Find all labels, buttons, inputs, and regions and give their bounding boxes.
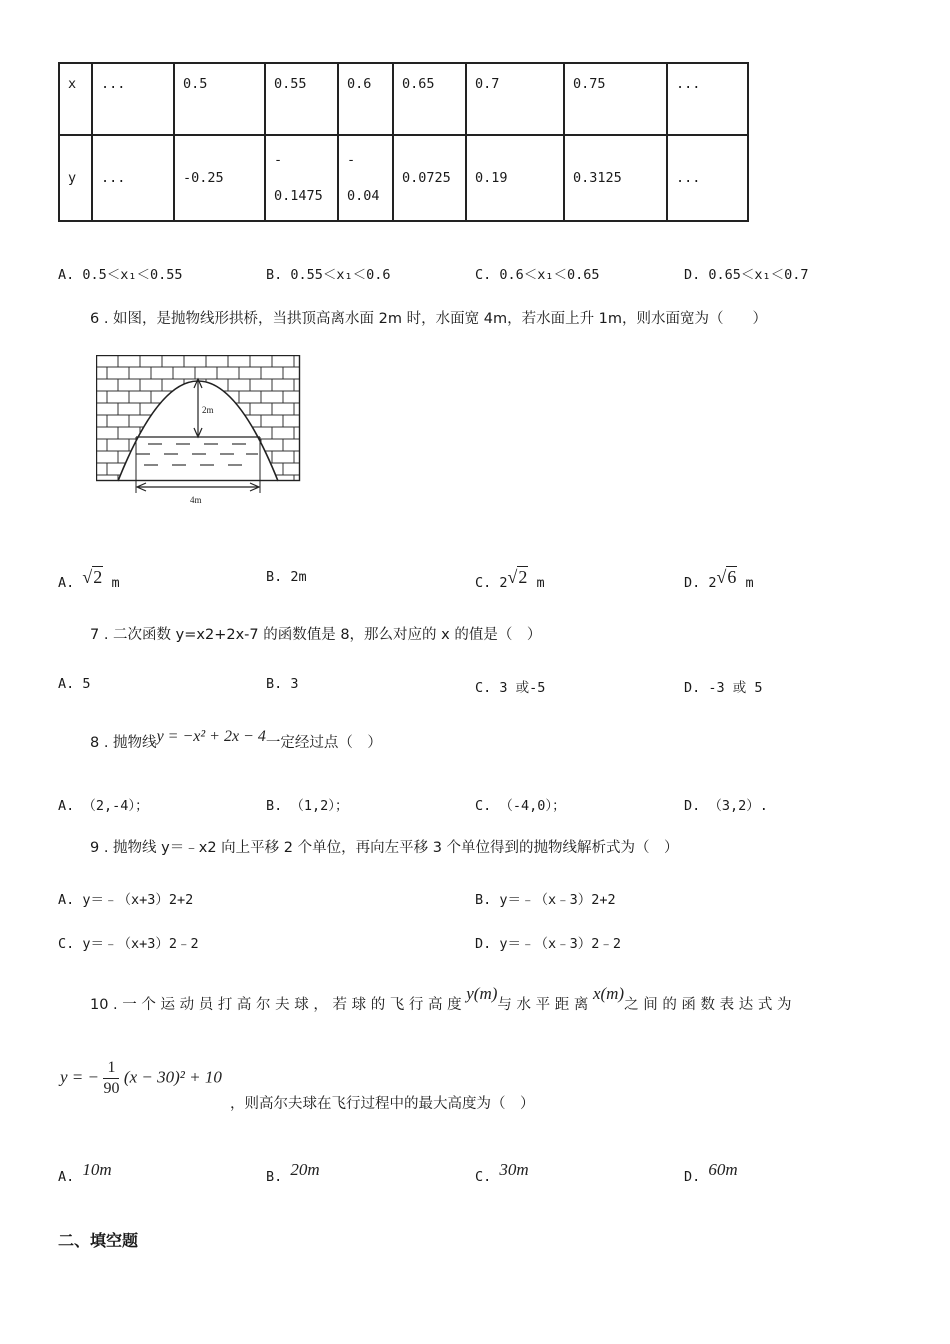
width-label: 4m (190, 495, 202, 505)
table-cell: ... (667, 63, 748, 135)
q7-option-b[interactable]: B. 3 (266, 676, 299, 692)
q7-stem: 7 . 二次函数 y=x2+2x-7 的函数值是 8，那么对应的 x 的值是（ ） (90, 627, 542, 643)
q6-option-b[interactable]: B. 2m (266, 569, 307, 585)
table-cell: 0.55 (265, 63, 338, 135)
denominator: 90 (103, 1080, 120, 1097)
sqrt-symbol: √2 (82, 567, 103, 587)
radicand: 2 (93, 567, 103, 587)
q8-option-d[interactable]: D. （3,2）. (684, 798, 768, 814)
unit: m (111, 575, 120, 591)
arch-bridge-figure (96, 355, 302, 507)
q10-option-d[interactable] (684, 1160, 738, 1185)
table-cell: 0.3125 (564, 135, 667, 221)
table-cell: ... (92, 135, 174, 221)
q10-stem-a: 10 . 一 个 运 动 员 打 高 尔 夫 球 ， 若 球 的 飞 行 高 度 (90, 997, 462, 1013)
cell-line: - (274, 152, 283, 168)
sqrt-symbol: √2 (507, 567, 528, 587)
option-letter: C. 2 (475, 575, 508, 591)
q9-option-b[interactable]: B. y＝﹣（x﹣3）2+2 (475, 892, 616, 908)
q10-stem-d: ，则高尔夫球在飞行过程中的最大高度为（ ） (230, 1096, 535, 1112)
table-cell (338, 135, 393, 221)
table-cell: 0.0725 (393, 135, 466, 221)
unit: m (536, 575, 545, 591)
q8-stem-pre: 8 . 抛物线 (90, 735, 157, 751)
option-value: 30m (499, 1160, 529, 1179)
option-value: 20m (290, 1160, 320, 1179)
option-value: 10m (82, 1160, 112, 1179)
table-cell: 0.6 (338, 63, 393, 135)
cell-line: 0.1475 (274, 188, 323, 204)
table-cell: 0.75 (564, 63, 667, 135)
q10-option-c[interactable] (475, 1160, 529, 1185)
q10-option-b[interactable] (266, 1160, 320, 1185)
q10-x-var: x(m) (592, 984, 625, 1003)
section-title: 二、填空题 (58, 1231, 139, 1250)
radicand: 6 (727, 567, 737, 587)
q9-stem: 9 . 抛物线 y＝﹣x2 向上平移 2 个单位，再向左平移 3 个单位得到的抛物线解析式为（ ） (90, 840, 679, 856)
cell-line: 0.04 (347, 188, 380, 204)
sqrt-symbol: √6 (716, 567, 737, 587)
option-letter: A. (58, 575, 75, 591)
q8-stem (90, 728, 382, 752)
table-cell: ... (92, 63, 174, 135)
q10-formula (60, 1058, 222, 1099)
table-cell: y (59, 135, 92, 221)
q8-formula: y = −x² + 2x − 4 (156, 728, 266, 745)
q9-option-a[interactable]: A. y＝﹣（x+3）2+2 (58, 892, 194, 908)
height-label: 2m (202, 405, 214, 415)
table-cell (265, 135, 338, 221)
table-cell: x (59, 63, 92, 135)
q8-option-a[interactable]: A. （2,-4）； (58, 798, 149, 814)
q5-option-c[interactable]: C. 0.6＜x₁＜0.65 (475, 267, 600, 283)
q7-option-a[interactable]: A. 5 (58, 676, 91, 692)
q6-option-c[interactable] (475, 566, 545, 591)
q9-option-c[interactable]: C. y＝﹣（x+3）2﹣2 (58, 936, 199, 952)
q8-option-b[interactable]: B. （1,2）； (266, 798, 349, 814)
table-cell: 0.65 (393, 63, 466, 135)
value-table (58, 62, 749, 222)
table-row (59, 135, 748, 221)
q10-stem-c: 之 间 的 函 数 表 达 式 为 (624, 997, 792, 1013)
table-cell: ... (667, 135, 748, 221)
table-row (59, 63, 748, 135)
q5-option-a[interactable]: A. 0.5＜x₁＜0.55 (58, 267, 183, 283)
q10-option-a[interactable] (58, 1160, 112, 1185)
q7-option-c[interactable]: C. 3 或-5 (475, 680, 546, 696)
q9-option-d[interactable]: D. y＝﹣（x﹣3）2﹣2 (475, 936, 622, 952)
unit: m (745, 575, 754, 591)
option-letter: D. 2 (684, 575, 717, 591)
q6-option-a[interactable] (58, 566, 120, 591)
table-cell: 0.5 (174, 63, 265, 135)
q8-option-c[interactable]: C. （-4,0）； (475, 798, 566, 814)
cell-line: - (347, 152, 356, 168)
q10-stem-line1 (90, 984, 791, 1014)
table-cell: 0.7 (466, 63, 564, 135)
q7-option-d[interactable]: D. -3 或 5 (684, 680, 763, 696)
table-cell: 0.19 (466, 135, 564, 221)
formula-lhs: y = − (60, 1067, 99, 1087)
fraction (103, 1058, 119, 1099)
table-cell: -0.25 (174, 135, 265, 221)
formula-rhs: (x − 30)² + 10 (123, 1067, 222, 1087)
option-letter: A. (58, 1169, 75, 1185)
q10-y-var: y(m) (466, 984, 498, 1003)
option-letter: B. (266, 1169, 283, 1185)
numerator: 1 (103, 1058, 119, 1079)
option-letter: D. (684, 1169, 701, 1185)
option-letter: C. (475, 1169, 492, 1185)
q10-stem-b: 与 水 平 距 离 (497, 997, 589, 1013)
q5-option-d[interactable]: D. 0.65＜x₁＜0.7 (684, 267, 809, 283)
option-value: 60m (708, 1160, 738, 1179)
q8-stem-post: 一定经过点（ ） (265, 735, 382, 751)
q6-option-d[interactable] (684, 566, 754, 591)
q5-option-b[interactable]: B. 0.55＜x₁＜0.6 (266, 267, 391, 283)
q6-stem: 6 . 如图，是抛物线形拱桥，当拱顶高离水面 2m 时，水面宽 4m，若水面上升 1m，则水面宽为（ ） (90, 311, 768, 327)
radicand: 2 (518, 567, 528, 587)
